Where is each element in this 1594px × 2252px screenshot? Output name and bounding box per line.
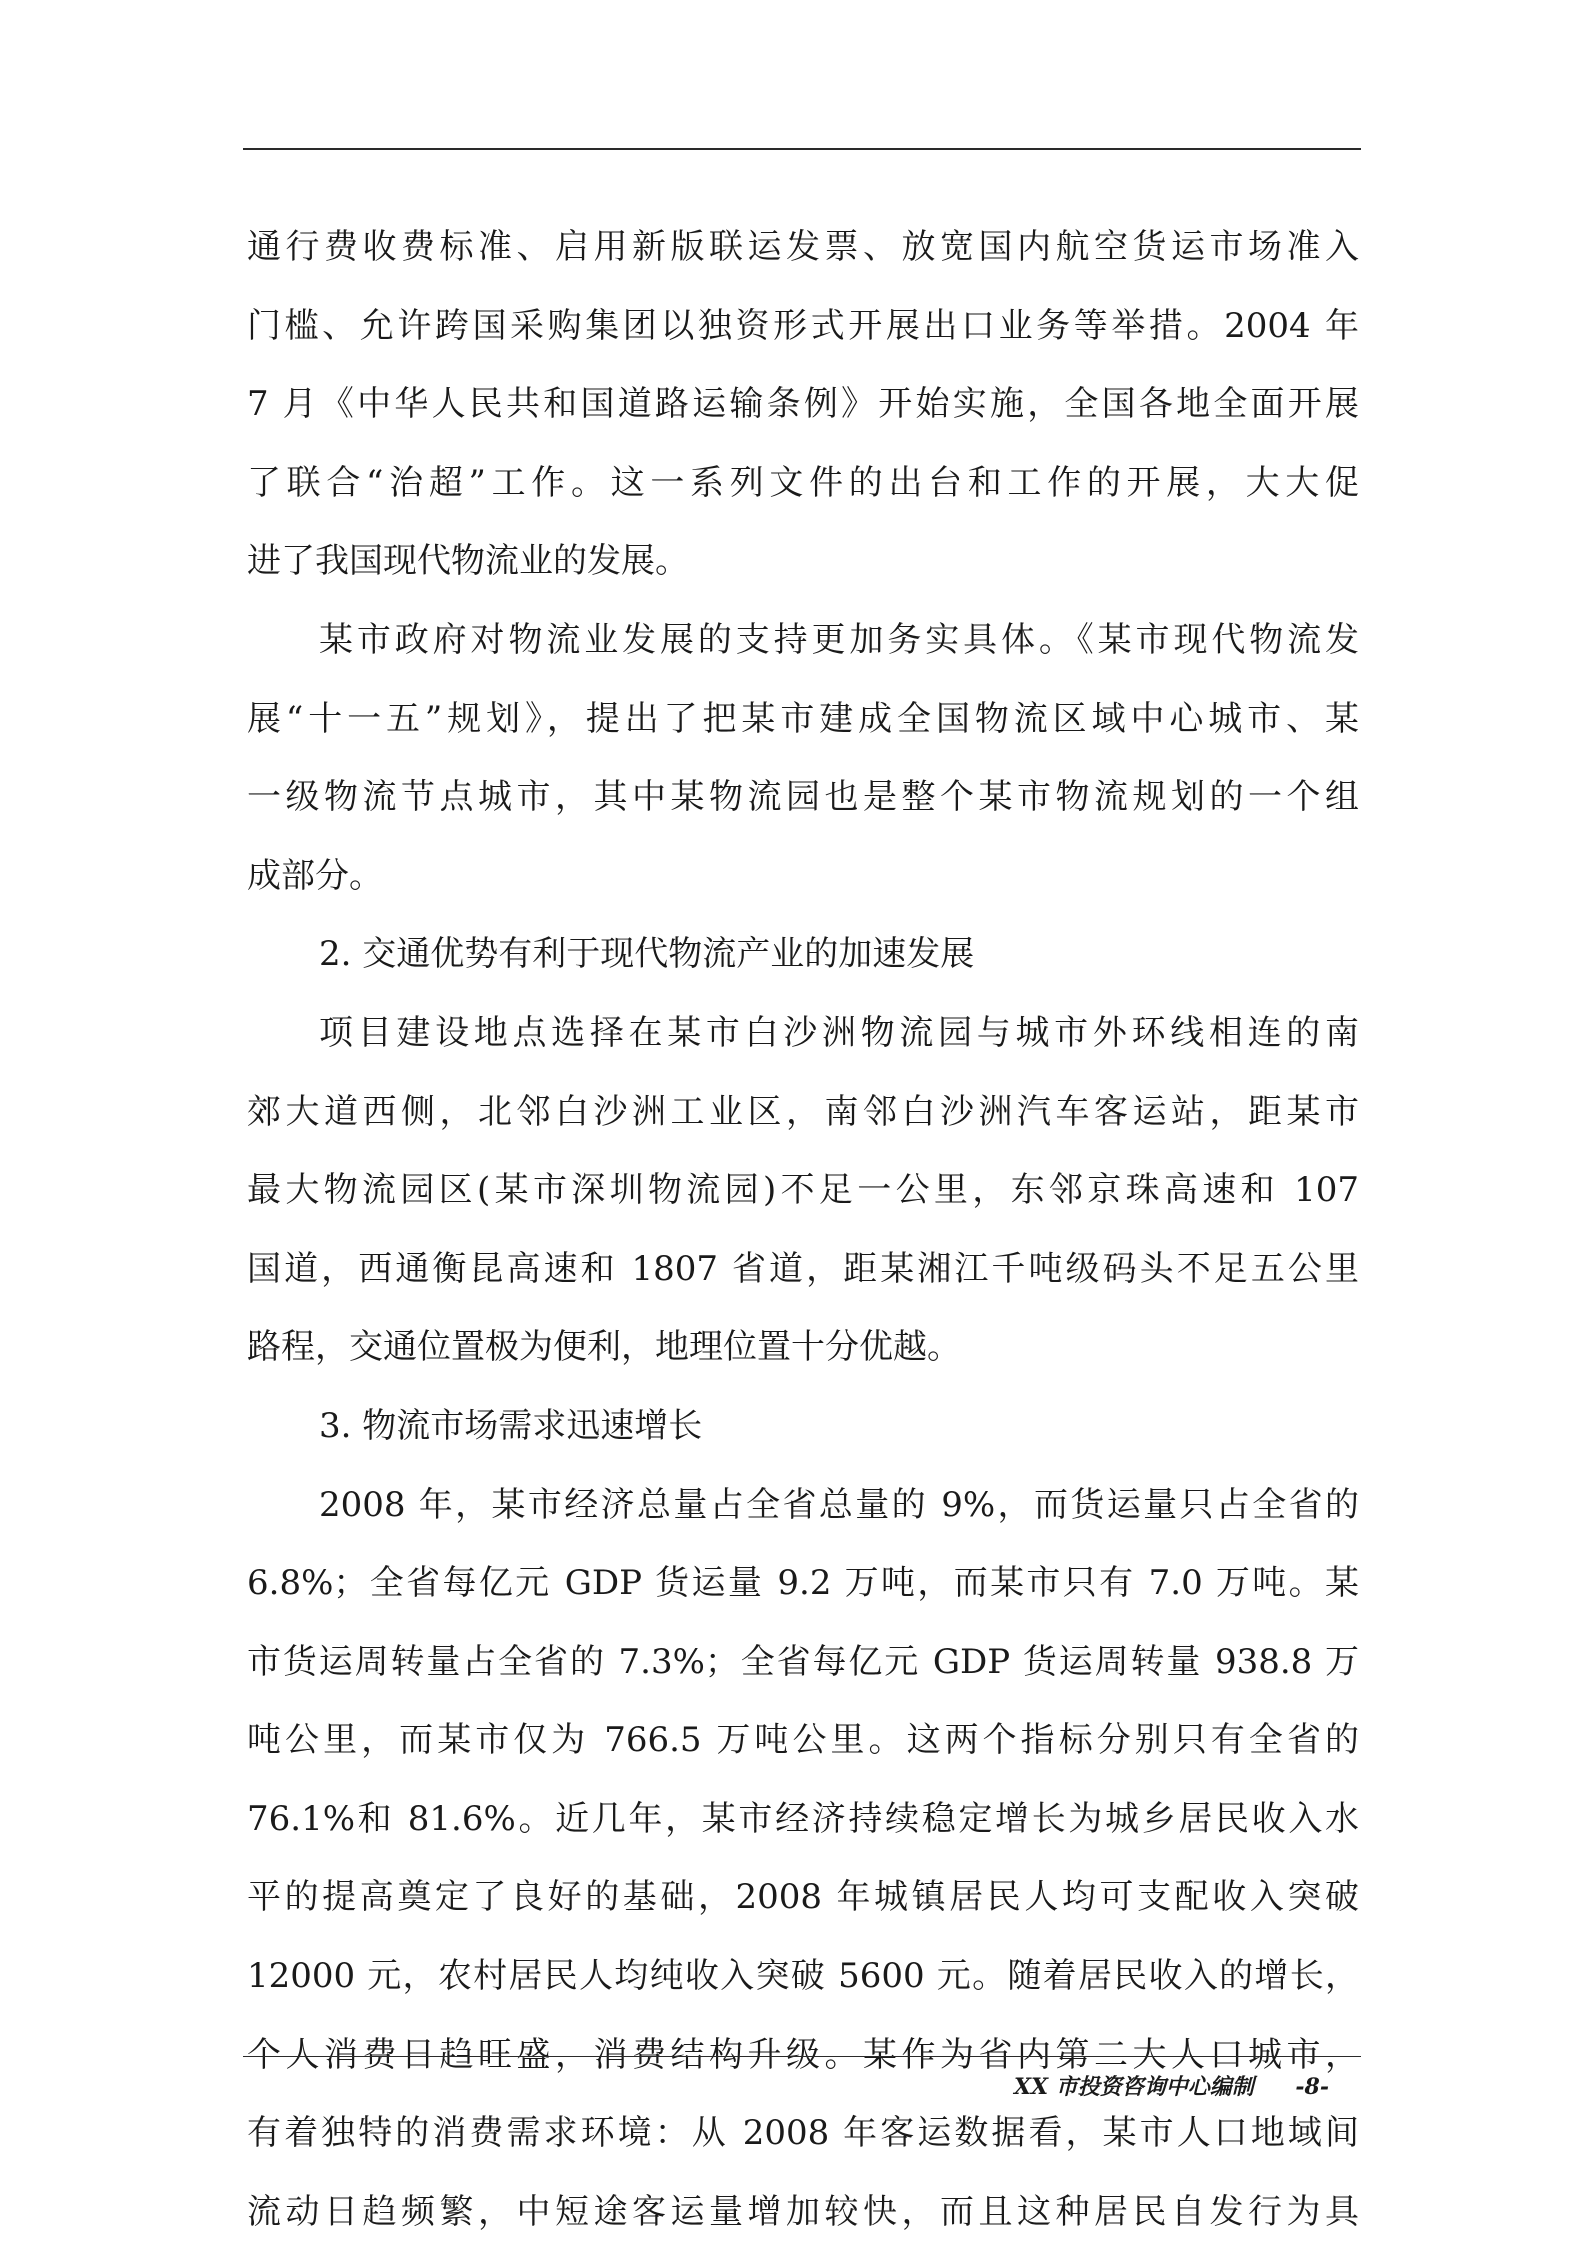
page-number: -8-	[1295, 2074, 1329, 2100]
text-line: 项目建设地点选择在某市白沙洲物流园与城市外环线相连的南	[319, 1012, 1359, 1053]
text-line: 76.1%和 81.6%。近几年，某市经济持续稳定增长为城乡居民收入水	[247, 1798, 1359, 1839]
text-line: 流动日趋频繁，中短途客运量增加较快，而且这种居民自发行为具	[247, 2191, 1359, 2232]
text-line: 6.8%；全省每亿元 GDP 货运量 9.2 万吨，而某市只有 7.0 万吨。某	[247, 1563, 1359, 1604]
footer-rule	[243, 2056, 1361, 2057]
text-line: 进了我国现代物流业的发展。	[247, 541, 689, 582]
text-line: 展“十一五”规划》，提出了把某市建成全国物流区域中心城市、某	[247, 698, 1359, 739]
text-line: 3. 物流市场需求迅速增长	[319, 1405, 703, 1446]
text-line: 郊大道西侧，北邻白沙洲工业区，南邻白沙洲汽车客运站，距某市	[247, 1091, 1359, 1132]
text-line: 2. 交通优势有利于现代物流产业的加速发展	[319, 934, 975, 975]
text-line: 平的提高奠定了良好的基础，2008 年城镇居民人均可支配收入突破	[247, 1877, 1359, 1918]
text-line: 7 月《中华人民共和国道路运输条例》开始实施，全国各地全面开展	[247, 384, 1359, 425]
document-body	[247, 208, 1359, 2251]
text-line: 个人消费日趋旺盛，消费结构升级。某作为省内第二大人口城市，	[247, 2034, 1359, 2075]
footer-org: XX 市投资咨询中心编制	[1013, 2074, 1254, 2100]
page-footer	[1014, 2070, 1329, 2101]
text-line: 吨公里，而某市仅为 766.5 万吨公里。这两个指标分别只有全省的	[247, 1720, 1359, 1761]
text-line: 通行费收费标准、启用新版联运发票、放宽国内航空货运市场准入	[247, 227, 1359, 267]
header-rule	[243, 148, 1361, 150]
text-line: 路程，交通位置极为便利，地理位置十分优越。	[247, 1327, 961, 1368]
text-line: 某市政府对物流业发展的支持更加务实具体。《某市现代物流发	[319, 619, 1359, 660]
text-line: 了联合“治超”工作。这一系列文件的出台和工作的开展，大大促	[247, 462, 1359, 503]
text-line: 市货运周转量占全省的 7.3%；全省每亿元 GDP 货运周转量 938.8 万	[247, 1641, 1359, 1682]
text-line: 最大物流园区(某市深圳物流园)不足一公里，东邻京珠高速和 107	[247, 1170, 1359, 1211]
text-line: 成部分。	[247, 855, 383, 896]
text-line: 门槛、允许跨国采购集团以独资形式开展出口业务等举措。2004 年	[247, 305, 1359, 346]
text-line: 12000 元，农村居民人均纯收入突破 5600 元。随着居民收入的增长，	[247, 1956, 1359, 1997]
text-line: 有着独特的消费需求环境：从 2008 年客运数据看，某市人口地域间	[247, 2113, 1359, 2154]
text-line: 一级物流节点城市，其中某物流园也是整个某市物流规划的一个组	[247, 777, 1359, 818]
text-line: 2008 年，某市经济总量占全省总量的 9%，而货运量只占全省的	[319, 1484, 1359, 1525]
text-line: 国道，西通衡昆高速和 1807 省道，距某湘江千吨级码头不足五公里	[247, 1248, 1359, 1289]
